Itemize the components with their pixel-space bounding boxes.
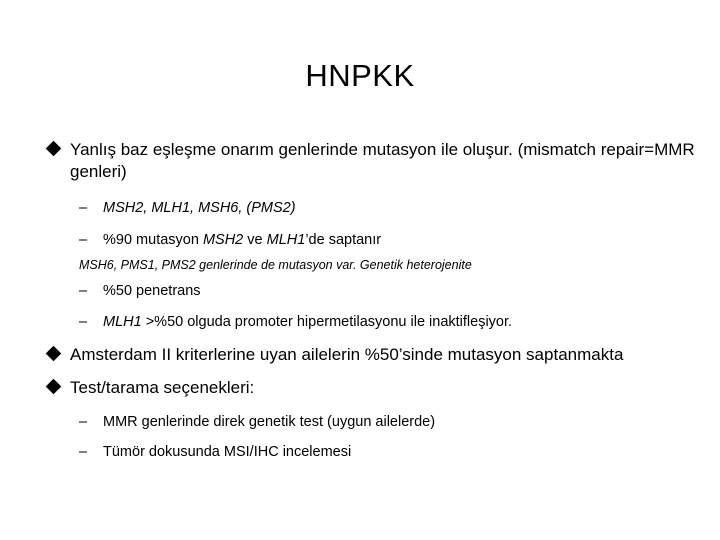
dash-bullet: – xyxy=(79,232,88,248)
dash-bullet: – xyxy=(79,414,88,430)
subitem-hypermethylation xyxy=(79,312,699,332)
subitem-text: MSH2, MLH1, MSH6, (PMS2) xyxy=(103,200,296,216)
subitem-msi-ihc xyxy=(79,442,699,462)
bullet-text: Amsterdam II kriterlerine uyan ailelerin %50’sinde mutasyon saptanmakta xyxy=(70,345,624,364)
subitem-text-post: ’de saptanır xyxy=(305,232,382,248)
subitem-genes xyxy=(79,198,699,218)
bullet-text: Yanlış baz eşleşme onarım genlerinde mutasyon ile oluşur. (mismatch repair=MMR genleri) xyxy=(70,140,695,181)
gene-mlh1: MLH1 xyxy=(266,232,306,248)
subitem-text: %50 penetrans xyxy=(103,283,201,299)
dash-bullet: – xyxy=(79,200,88,216)
subitem-text-pre: %90 mutasyon xyxy=(103,232,203,248)
dash-bullet: – xyxy=(79,283,88,299)
bullet-text: Test/tarama seçenekleri: xyxy=(70,378,255,397)
subitem-text: MMR genlerinde direk genetik test (uygun ailelerde) xyxy=(103,414,436,430)
subitem-genetic-test xyxy=(79,412,699,432)
dash-bullet: – xyxy=(79,314,88,330)
bullet-amsterdam xyxy=(48,344,698,366)
gene-mlh1: MLH1 xyxy=(103,314,142,330)
subitem-text: Tümör dokusunda MSI/IHC incelemesi xyxy=(103,444,352,460)
subitem-mutation-rate xyxy=(79,230,699,250)
slide-title: HNPKK xyxy=(305,58,415,93)
dash-bullet: – xyxy=(79,444,88,460)
subitem-text: >%50 olguda promoter hipermetilasyonu ile inaktifleşiyor. xyxy=(141,314,513,330)
subitem-penetrance xyxy=(79,281,699,301)
gene-msh2: MSH2 xyxy=(202,232,244,248)
subitem-text-mid: ve xyxy=(243,232,267,248)
note-heterogeneity: MSH6, PMS1, PMS2 genlerinde de mutasyon var. Genetik heterojenite xyxy=(79,258,472,272)
bullet-test-options xyxy=(48,377,698,399)
bullet-mismatch-repair xyxy=(48,139,698,183)
